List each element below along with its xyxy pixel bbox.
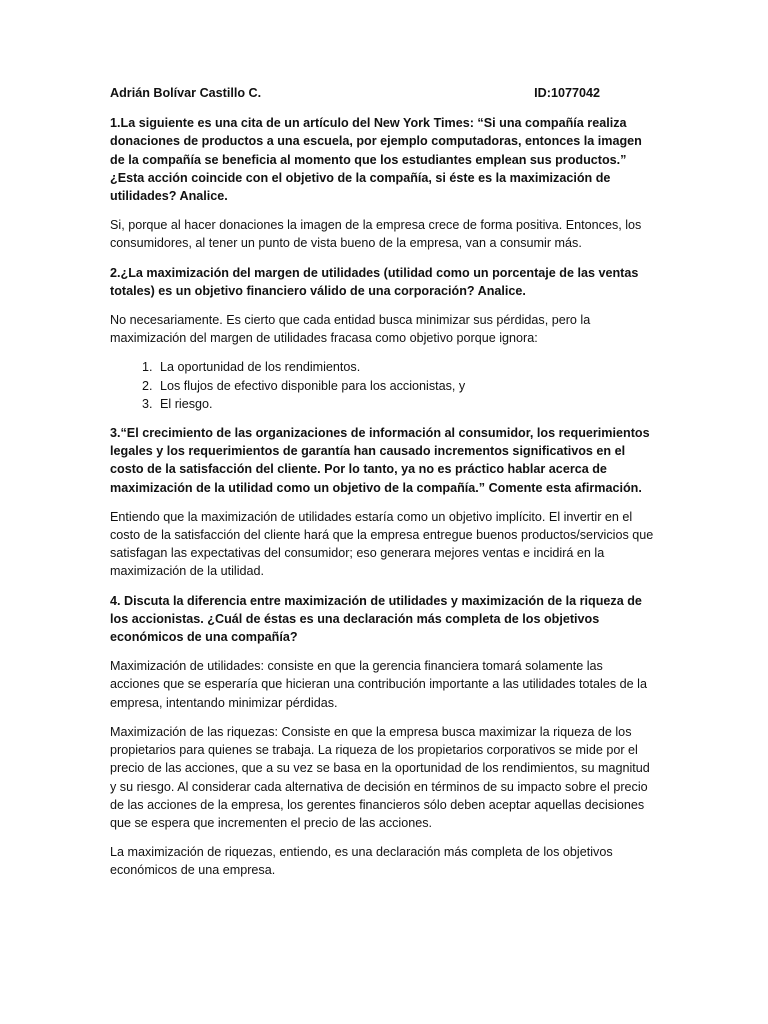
answer-4-utilidades: Maximización de utilidades: consiste en que la gerencia financiera tomará solamente las acciones que se esperaría que hicieran una contribución importante a las utilidades totales de la empresa, intentando minimizar pérdidas. (110, 659, 647, 710)
answer-1: Si, porque al hacer donaciones la imagen de la empresa crece de forma positiva. Entonces, los consumidores, al tener un punto de vista bueno de la empresa, van a consumir más. (110, 218, 642, 251)
answer-2-list (110, 358, 655, 413)
question-4: 4. Discuta la diferencia entre maximización de utilidades y maximización de la riqueza de los accionistas. ¿Cuál de éstas es una declaración más completa de los objetivos económicos de una compañía? (110, 593, 642, 645)
list-item: 1. La oportunidad de los rendimientos. (156, 358, 655, 376)
author-name: Adrián Bolívar Castillo C. (110, 86, 262, 100)
document-header (110, 84, 655, 102)
answer-4-riquezas: Maximización de las riquezas: Consiste en que la empresa busca maximizar la riqueza de los propietarios para quienes se trabaja. La riqueza de los propietarios corporativos se mide por el precio de las acciones, que a su vez se basa en la oportunidad de los rendimientos, su magnitud y su riesgo. Al considerar cada alternativa de decisión en términos de su impacto sobre el precio de las acciones de la empresa, los gerentes financieros sólo deben aceptar aquellas decisiones que se espera que incrementen el precio de las acciones. (110, 724, 650, 830)
answer-3: Entiendo que la maximización de utilidades estaría como un objetivo implícito. El invertir en el costo de la satisfacción del cliente hará que la empresa entregue buenos productos/servicios que satisfagan las expectativas del consumidor; eso generara mejores ventas e incidirá en la maximización de la utilidad. (110, 509, 654, 579)
question-3: 3.“El crecimiento de las organizaciones de información al consumidor, los requerimientos legales y los requerimientos de garantía han causado incrementos significativos en el costo de la satisfacción del cliente. Por lo tanto, ya no es práctico hablar acerca de maximización de la utilidad como un objetivo de la compañía.” Comente esta afirmación. (110, 426, 650, 495)
answer-2: No necesariamente. Es cierto que cada entidad busca minimizar sus pérdidas, pero la maximización del margen de utilidades fracasa como objetivo porque ignora: (110, 313, 591, 346)
list-item: 2. Los flujos de efectivo disponible para los accionistas, y (156, 377, 655, 395)
student-id: ID:1077042 (534, 86, 600, 100)
question-1: 1.La siguiente es una cita de un artículo del New York Times: “Si una compañía realiza donaciones de productos a una escuela, por ejemplo computadoras, entonces la imagen de la compañía se beneficia al momento que los estudiantes emplean sus productos.” ¿Esta acción coincide con el objetivo de la compañía, si éste es la maximización de utilidades? Analice. (110, 116, 642, 204)
question-2: 2.¿La maximización del margen de utilidades (utilidad como un porcentaje de las ventas totales) es un objetivo financiero válido de una corporación? Analice. (110, 265, 639, 298)
list-item: 3. El riesgo. (156, 395, 655, 413)
document-content (110, 84, 655, 891)
answer-4-conclusion: La maximización de riquezas, entiendo, es una declaración más completa de los objetivos económicos de una empresa. (110, 845, 613, 878)
